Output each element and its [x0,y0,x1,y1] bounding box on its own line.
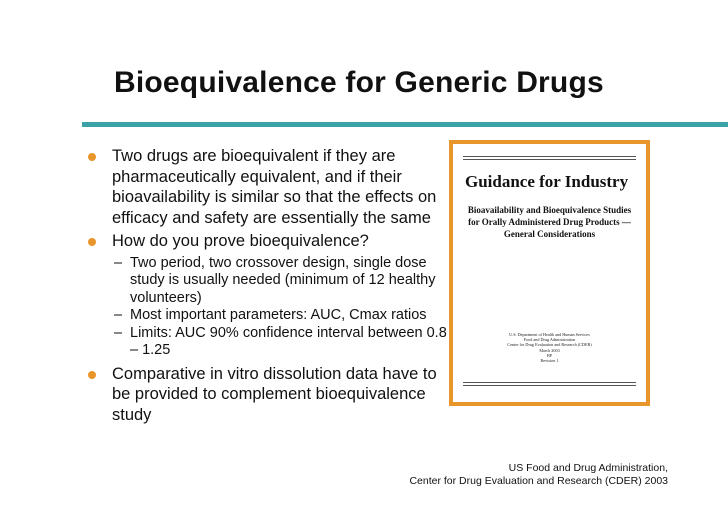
bullet-dot-icon [88,371,96,379]
footer-line: US Food and Drug Administration, [508,462,668,474]
doc-rule [463,159,636,160]
sub-bullet-item [82,307,447,325]
sub-bullet-item [82,325,447,360]
dash-marker: – [114,254,123,271]
doc-rule [463,382,636,383]
bullet-dot-icon [88,153,96,161]
bullet-text: Two drugs are bioequivalent if they are pharmaceutically equivalent, and if their bioavailability is similar so that the effects on efficacy and safety are essentially the same [112,147,437,227]
bullet-text: How do you prove bioequivalence? [112,232,369,250]
doc-publisher-line: Revision 1 [540,358,559,364]
doc-publisher [461,332,638,363]
sub-bullet-text: Most important parameters: AUC, Cmax ratios [130,307,427,323]
bullet-dot-icon [88,238,96,246]
bullet-item [82,364,447,426]
dash-marker: – [114,324,123,341]
bullet-item [82,146,447,228]
doc-title: Guidance for Industry [465,172,629,191]
guidance-document-image [449,140,650,406]
footer-line: Center for Drug Evaluation and Research (CDER) 2003 [409,475,668,487]
bullet-text: Comparative in vitro dissolution data have to be provided to complement bioequivalence study [112,364,437,424]
slide-body [82,146,447,425]
doc-publisher-line: U.S. Department of Health and Human Services [509,332,590,337]
sub-bullet-text: Two period, two crossover design, single dose study is usually needed (minimum of 12 healthy volunteers) [130,254,436,306]
doc-publisher-line: Food and Drug Administration [523,337,576,343]
doc-rule [463,156,636,157]
dash-marker: – [114,307,123,323]
doc-publisher-line: March 2003 [539,347,560,353]
slide-title: Bioequivalence for Generic Drugs [114,66,604,99]
bullet-item [82,231,447,252]
sub-bullet-item [82,255,447,308]
doc-publisher-line: Center for Drug Evaluation and Research (CDER) [507,342,592,348]
doc-rule [463,385,636,386]
sub-bullet-text: Limits: AUC 90% confidence interval between 0.8 – 1.25 [130,324,447,358]
doc-publisher-line: BP [546,352,553,358]
title-divider [82,122,728,127]
footer-citation [409,462,668,488]
doc-subtitle: Bioavailability and Bioequivalence Studies for Orally Administered Drug Products — General Considerations [467,205,632,239]
